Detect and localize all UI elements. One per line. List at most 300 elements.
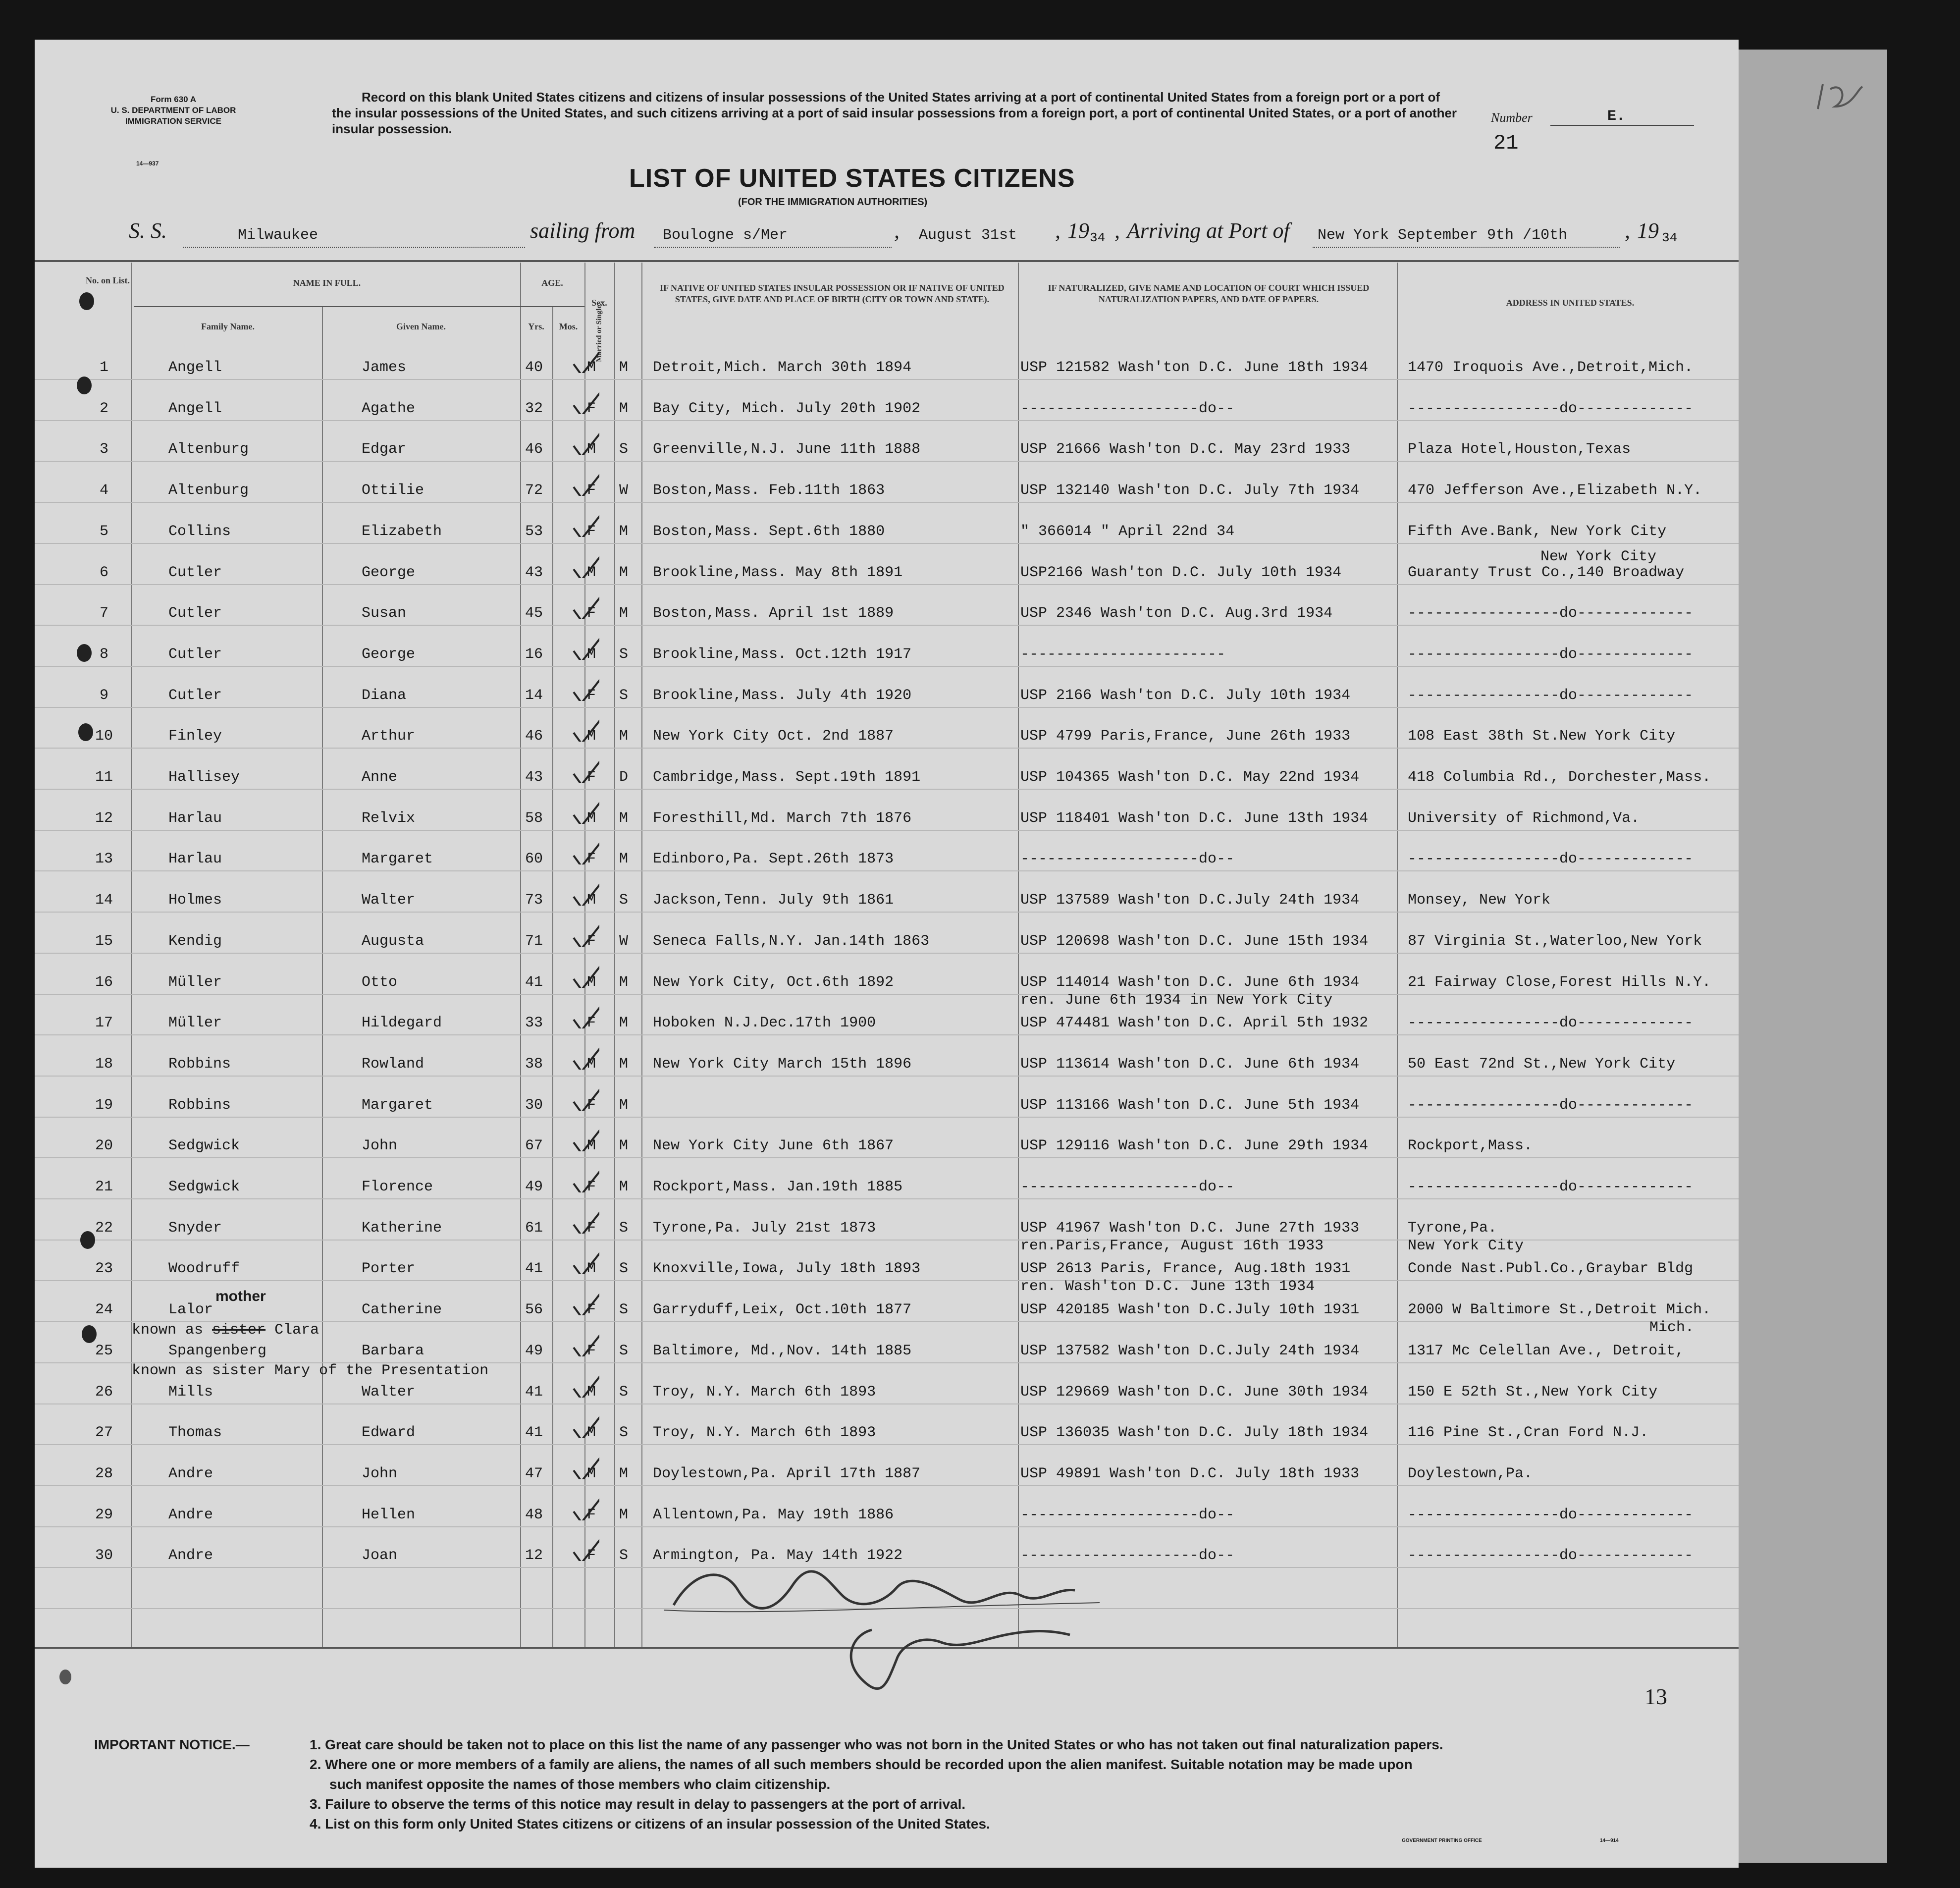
col-header-address: ADDRESS IN UNITED STATES. [1506, 298, 1635, 308]
cell-addr: -----------------do------------- [1408, 1179, 1694, 1195]
notice-item-2-cont: such manifest opposite the names of those members who claim citizenship. [329, 1777, 831, 1792]
service: IMMIGRATION SERVICE [125, 116, 221, 126]
cell-family: Kendig [168, 932, 222, 950]
cell-ms: S [619, 1301, 629, 1319]
ruled-line [35, 1403, 1739, 1404]
ruled-line [35, 420, 1739, 421]
cell-addr: Rockport,Mass. [1408, 1137, 1533, 1155]
cell-nat: USP 118401 Wash'ton D.C. June 13th 1934 [1020, 809, 1369, 827]
check-mark-icon [570, 923, 599, 947]
check-mark-icon [570, 595, 599, 619]
col-header-family: Family Name. [201, 322, 255, 331]
cell-given: Walter [362, 892, 416, 909]
col-header-no: No. on List. [85, 275, 130, 285]
cell-sex: M [587, 1383, 596, 1401]
cell-birth: Hoboken N.J.Dec.17th 1900 [653, 1015, 876, 1032]
cell-sex: F [587, 769, 596, 786]
cell-sex: M [587, 359, 596, 376]
cell-age: 47 [525, 1465, 543, 1482]
instructions: Record on this blank United States citizens and citizens of insular possessions of the United States arriving at a port of continental United States from a foreign port or a port of the insular possessions of the United States, and such citizens arriving at a port of said insular possessions from a foreign port, a port of continental United States, or a port of another insular possession. [332, 90, 1457, 136]
cell-nat: USP2166 Wash'ton D.C. July 10th 1934 [1020, 564, 1342, 581]
punch-hole [79, 292, 94, 310]
cell-no: 21 [95, 1179, 113, 1195]
cell-given: George [362, 646, 416, 663]
ship-name: Milwaukee [238, 227, 318, 244]
cell-ms: M [619, 728, 629, 745]
cell-nat: USP 2166 Wash'ton D.C. July 10th 1934 [1020, 687, 1351, 704]
ruled-line [35, 994, 1739, 995]
cell-nat: --------------------do-- [1020, 400, 1235, 417]
col-divider [131, 263, 132, 1647]
cell-birth: Armington, Pa. May 14th 1922 [653, 1547, 903, 1564]
cell-birth: New York City, Oct.6th 1892 [653, 973, 894, 991]
cell-sex: F [587, 932, 596, 950]
cell-ms: M [619, 605, 629, 622]
punch-hole [80, 1231, 95, 1249]
cell-family: Finley [168, 728, 222, 745]
note-prefix: known as [132, 1322, 204, 1339]
cell-nat2: ren.Paris,France, August 16th 1933 [1020, 1237, 1324, 1254]
cell-age: 71 [525, 932, 543, 950]
print-code: 14—937 [136, 160, 159, 167]
arrival-port: New York September 9th /10th [1318, 227, 1568, 244]
cell-ms: M [619, 1096, 629, 1114]
ss-label: S. S. [129, 218, 167, 243]
cell-addr_above: New York City [1540, 548, 1657, 565]
cell-addr: Fifth Ave.Bank, New York City [1408, 523, 1667, 540]
lalor-note: known as sister Mary of the Presentation [132, 1362, 489, 1379]
cell-ms: D [619, 769, 629, 786]
note-struck: sister [212, 1322, 266, 1339]
cell-given: Florence [362, 1179, 433, 1195]
cell-given: Hildegard [362, 1015, 442, 1032]
cell-age: 67 [525, 1137, 543, 1155]
cell-nat: USP 120698 Wash'ton D.C. June 15th 1934 [1020, 932, 1369, 950]
cell-no: 7 [99, 605, 108, 622]
cell-addr: 21 Fairway Close,Forest Hills N.Y. [1408, 973, 1711, 991]
cell-ms: S [619, 1383, 629, 1401]
ruled-line [35, 543, 1739, 544]
cell-addr: 1470 Iroquois Ave.,Detroit,Mich. [1408, 359, 1694, 376]
comma-3: , [1114, 218, 1120, 243]
cell-given: Margaret [362, 1096, 433, 1114]
cell-addr: 2000 W Baltimore St.,Detroit Mich. [1408, 1301, 1711, 1319]
col-header-given: Given Name. [396, 322, 446, 331]
check-mark-icon [570, 1456, 599, 1479]
cell-no: 6 [99, 564, 108, 581]
punch-hole [77, 377, 92, 394]
cell-age: 73 [525, 892, 543, 909]
name-header-rule [134, 306, 584, 307]
cell-family: Robbins [168, 1096, 231, 1114]
cell-no: 27 [95, 1424, 113, 1442]
col-divider [520, 263, 521, 1647]
cell-birth: Cambridge,Mass. Sept.19th 1891 [653, 769, 921, 786]
cell-family: Collins [168, 523, 231, 540]
cell-addr: -----------------do------------- [1408, 851, 1694, 868]
col-divider [614, 263, 615, 1647]
cell-no: 15 [95, 932, 113, 950]
cell-addr2: Mich. [1649, 1319, 1695, 1337]
cell-sex: M [587, 973, 596, 991]
cell-age: 41 [525, 1260, 543, 1278]
cell-given: Otto [362, 973, 398, 991]
cell-birth: New York City March 15th 1896 [653, 1055, 912, 1073]
cell-family: Angell [168, 400, 222, 417]
cell-nat: USP 49891 Wash'ton D.C. July 18th 1933 [1020, 1465, 1360, 1482]
cell-birth: Seneca Falls,N.Y. Jan.14th 1863 [653, 932, 930, 950]
cell-birth: New York City June 6th 1867 [653, 1137, 894, 1155]
cell-age: 43 [525, 769, 543, 786]
cell-given: Anne [362, 769, 398, 786]
tab-scribble [1813, 79, 1872, 119]
ruled-line [35, 1485, 1739, 1486]
cell-no: 26 [95, 1383, 113, 1401]
cell-ms: M [619, 1015, 629, 1032]
comma-1: , [894, 218, 900, 243]
check-mark-icon [570, 1333, 599, 1356]
cell-ms: S [619, 1260, 629, 1278]
number-label: Number [1491, 110, 1533, 125]
port-underline [1313, 247, 1620, 248]
year2-prefix: 19 [1637, 218, 1659, 243]
cell-given: Agathe [362, 400, 416, 417]
cell-ms: S [619, 687, 629, 704]
table-top-rule [35, 260, 1739, 262]
form-id-block [99, 94, 248, 127]
woodruff-insert: mother [215, 1288, 266, 1304]
cell-no: 23 [95, 1260, 113, 1278]
cell-nat: USP 2613 Paris, France, Aug.18th 1931 [1020, 1260, 1351, 1278]
cell-ms: M [619, 564, 629, 581]
cell-given: Diana [362, 687, 407, 704]
ruled-line [35, 1117, 1739, 1118]
cell-birth: Garryduff,Leix, Oct.10th 1877 [653, 1301, 912, 1319]
cell-given: John [362, 1137, 398, 1155]
cell-birth: Jackson,Tenn. July 9th 1861 [653, 892, 894, 909]
cell-nat: --------------------do-- [1020, 851, 1235, 868]
cell-ms: S [619, 1547, 629, 1564]
cell-no: 29 [95, 1506, 113, 1523]
cell-sex: F [587, 1301, 596, 1319]
cell-sex: M [587, 892, 596, 909]
col-header-name: NAME IN FULL. [293, 278, 361, 288]
cell-addr: 87 Virginia St.,Waterloo,New York [1408, 932, 1702, 950]
cell-addr: -----------------do------------- [1408, 1547, 1694, 1564]
cell-family: Hallisey [168, 769, 240, 786]
cell-nat: USP 2346 Wash'ton D.C. Aug.3rd 1934 [1020, 605, 1333, 622]
cell-age: 14 [525, 687, 543, 704]
cell-ms: M [619, 973, 629, 991]
cell-family: Snyder [168, 1219, 222, 1237]
cell-nat: USP 136035 Wash'ton D.C. July 18th 1934 [1020, 1424, 1369, 1442]
cell-nat: USP 104365 Wash'ton D.C. May 22nd 1934 [1020, 769, 1360, 786]
col-divider [1397, 263, 1398, 1647]
woodruff-note [132, 1322, 319, 1339]
sailing-date: August 31st [919, 227, 1017, 244]
cell-family: Cutler [168, 605, 222, 622]
cell-sex: M [587, 1055, 596, 1073]
check-mark-icon [570, 1250, 599, 1274]
punch-hole [82, 1325, 97, 1343]
cell-ms: M [619, 523, 629, 540]
cell-sex: F [587, 1015, 596, 1032]
cell-ms: S [619, 1342, 629, 1359]
cell-age: 32 [525, 400, 543, 417]
cell-birth: Edinboro,Pa. Sept.26th 1873 [653, 851, 894, 868]
check-mark-icon [570, 882, 599, 906]
ruled-line [35, 1034, 1739, 1035]
cell-nat: USP 420185 Wash'ton D.C.July 10th 1931 [1020, 1301, 1360, 1319]
cell-no: 24 [95, 1301, 113, 1319]
cell-age: 56 [525, 1301, 543, 1319]
cell-addr: Guaranty Trust Co.,140 Broadway [1408, 564, 1685, 581]
cell-given: Edward [362, 1424, 416, 1442]
cell-sex: M [587, 441, 596, 458]
cell-addr2: New York City [1408, 1237, 1524, 1254]
cell-birth: Allentown,Pa. May 19th 1886 [653, 1506, 894, 1523]
ruled-line [35, 1444, 1739, 1445]
cell-no: 22 [95, 1219, 113, 1237]
cell-nat: USP 113166 Wash'ton D.C. June 5th 1934 [1020, 1096, 1360, 1114]
cell-sex: F [587, 1179, 596, 1195]
cell-sex: M [587, 728, 596, 745]
check-mark-icon [570, 800, 599, 824]
check-mark-icon [570, 1292, 599, 1315]
cell-age: 48 [525, 1506, 543, 1523]
cell-family: Woodruff [168, 1260, 240, 1278]
cell-no: 18 [95, 1055, 113, 1073]
cell-sex: M [587, 1424, 596, 1442]
cell-no: 11 [95, 769, 113, 786]
cell-nat: USP 41967 Wash'ton D.C. June 27th 1933 [1020, 1219, 1360, 1237]
cell-addr: -----------------do------------- [1408, 1015, 1694, 1032]
cell-nat: USP 137589 Wash'ton D.C.July 24th 1934 [1020, 892, 1360, 909]
cell-family: Altenburg [168, 441, 249, 458]
cell-birth: Boston,Mass. April 1st 1889 [653, 605, 894, 622]
cell-family: Müller [168, 1015, 222, 1032]
cell-family: Angell [168, 359, 222, 376]
cell-family: Mills [168, 1383, 213, 1401]
check-mark-icon [570, 718, 599, 742]
check-mark-icon [570, 759, 599, 783]
cell-nat: USP 4799 Paris,France, June 26th 1933 [1020, 728, 1351, 745]
cell-nat: " 366014 " April 22nd 34 [1020, 523, 1235, 540]
cell-addr: -----------------do------------- [1408, 1506, 1694, 1523]
cell-given: Joan [362, 1547, 398, 1564]
punch-hole [78, 723, 93, 741]
cell-nat: USP 21666 Wash'ton D.C. May 23rd 1933 [1020, 441, 1351, 458]
cell-no: 28 [95, 1465, 113, 1482]
check-mark-icon [570, 349, 599, 373]
cell-sex: M [587, 809, 596, 827]
gpo-code: 14—914 [1600, 1838, 1619, 1843]
cell-age: 61 [525, 1219, 543, 1237]
cell-age: 33 [525, 1015, 543, 1032]
officer-signatures [664, 1561, 1110, 1709]
cell-ms: W [619, 932, 629, 950]
cell-given: Relvix [362, 809, 416, 827]
notice-heading: IMPORTANT NOTICE.— [94, 1737, 250, 1752]
cell-birth: Greenville,N.J. June 11th 1888 [653, 441, 921, 458]
cell-birth: Brookline,Mass. May 8th 1891 [653, 564, 903, 581]
cell-ms: M [619, 1179, 629, 1195]
cell-sex: F [587, 605, 596, 622]
cell-addr: University of Richmond,Va. [1408, 809, 1640, 827]
ruled-line [35, 461, 1739, 462]
cell-nat: --------------------do-- [1020, 1179, 1235, 1195]
form-number: Form 630 A [151, 95, 196, 104]
cell-nat: USP 137582 Wash'ton D.C.July 24th 1934 [1020, 1342, 1360, 1359]
cell-addr: Tyrone,Pa. [1408, 1219, 1497, 1237]
cell-sex: M [587, 1260, 596, 1278]
cell-no: 13 [95, 851, 113, 868]
cell-age: 58 [525, 809, 543, 827]
list-number: 21 [1493, 131, 1519, 155]
cell-age: 46 [525, 728, 543, 745]
cell-birth: Detroit,Mich. March 30th 1894 [653, 359, 912, 376]
port-of-departure: Boulogne s/Mer [663, 227, 788, 244]
check-mark-icon [570, 636, 599, 660]
gpo-label: GOVERNMENT PRINTING OFFICE [1402, 1838, 1482, 1843]
cell-addr: -----------------do------------- [1408, 646, 1694, 663]
cell-given: Arthur [362, 728, 416, 745]
check-mark-icon [570, 964, 599, 988]
cell-family: Holmes [168, 892, 222, 909]
cell-birth: Baltimore, Md.,Nov. 14th 1885 [653, 1342, 912, 1359]
cell-ms: M [619, 400, 629, 417]
cell-given: Catherine [362, 1301, 442, 1319]
col-header-age: AGE. [541, 278, 563, 288]
cell-family: Andre [168, 1547, 213, 1564]
ruled-line [35, 379, 1739, 380]
cell-birth: Troy, N.Y. March 6th 1893 [653, 1424, 876, 1442]
col-divider [322, 307, 323, 1647]
cell-age: 53 [525, 523, 543, 540]
cell-nat: ----------------------- [1020, 646, 1226, 663]
cell-ms: M [619, 1506, 629, 1523]
cell-age: 43 [525, 564, 543, 581]
col-header-mos: Mos. [559, 322, 578, 331]
form-title: LIST OF UNITED STATES CITIZENS [629, 164, 1075, 193]
col-divider [641, 263, 642, 1647]
cell-birth: Brookline,Mass. Oct.12th 1917 [653, 646, 912, 663]
cell-family: Andre [168, 1465, 213, 1482]
notice-item-4: 4. List on this form only United States citizens or citizens of an insular possession of the United States. [310, 1816, 990, 1832]
col-divider [584, 263, 585, 1647]
cell-age: 40 [525, 359, 543, 376]
cell-given: Margaret [362, 851, 433, 868]
cell-addr: -----------------do------------- [1408, 400, 1694, 417]
cell-addr: Conde Nast.Publ.Co.,Graybar Bldg [1408, 1260, 1694, 1278]
cell-addr: -----------------do------------- [1408, 1096, 1694, 1114]
cell-no: 8 [99, 646, 108, 663]
cell-family: Robbins [168, 1055, 231, 1073]
cell-birth: Bay City, Mich. July 20th 1902 [653, 400, 921, 417]
cell-given: James [362, 359, 407, 376]
cell-age: 49 [525, 1342, 543, 1359]
cell-addr: -----------------do------------- [1408, 687, 1694, 704]
check-mark-icon [570, 1046, 599, 1070]
check-mark-icon [570, 841, 599, 864]
cell-no: 16 [95, 973, 113, 991]
check-mark-icon [570, 472, 599, 496]
check-mark-icon [570, 1128, 599, 1151]
cell-ms: S [619, 892, 629, 909]
binding-tab [1739, 50, 1887, 1863]
cell-no: 17 [95, 1015, 113, 1032]
year-prefix: 19 [1067, 218, 1089, 243]
comma-4: , [1625, 218, 1630, 243]
cell-given: Ottilie [362, 482, 424, 499]
cell-birth: Rockport,Mass. Jan.19th 1885 [653, 1179, 903, 1195]
cell-nat: USP 121582 Wash'ton D.C. June 18th 1934 [1020, 359, 1369, 376]
cell-no: 19 [95, 1096, 113, 1114]
cell-sex: F [587, 1506, 596, 1523]
cell-no: 2 [99, 400, 108, 417]
check-mark-icon [570, 1087, 599, 1111]
cell-given: Elizabeth [362, 523, 442, 540]
cell-no: 25 [95, 1342, 113, 1359]
cell-family: Lalor [168, 1301, 213, 1319]
check-mark-icon [570, 513, 599, 537]
cell-birth: Troy, N.Y. March 6th 1893 [653, 1383, 876, 1401]
ruled-line [35, 666, 1739, 667]
cell-given: Edgar [362, 441, 407, 458]
cell-birth: Knoxville,Iowa, July 18th 1893 [653, 1260, 921, 1278]
cell-family: Sedgwick [168, 1137, 240, 1155]
cell-family: Thomas [168, 1424, 222, 1442]
cell-given: Susan [362, 605, 407, 622]
cell-birth: Boston,Mass. Feb.11th 1863 [653, 482, 885, 499]
cell-given: Hellen [362, 1506, 416, 1523]
check-mark-icon [570, 1537, 599, 1561]
col-divider [552, 307, 553, 1647]
ruled-line [35, 707, 1739, 708]
cell-ms: M [619, 851, 629, 868]
cell-family: Harlau [168, 851, 222, 868]
cell-no: 3 [99, 441, 108, 458]
ship-underline [183, 247, 525, 248]
cell-nat: USP 129669 Wash'ton D.C. June 30th 1934 [1020, 1383, 1369, 1401]
cell-addr: Plaza Hotel,Houston,Texas [1408, 441, 1631, 458]
cell-nat2: ren. June 6th 1934 in New York City [1020, 991, 1333, 1009]
cell-ms: M [619, 1055, 629, 1073]
ruled-line [35, 830, 1739, 831]
cell-addr: 1317 Mc Celellan Ave., Detroit, [1408, 1342, 1685, 1359]
ruled-line [35, 584, 1739, 585]
ruled-line [35, 1157, 1739, 1158]
cell-no: 9 [99, 687, 108, 704]
cell-ms: S [619, 646, 629, 663]
cell-birth: Tyrone,Pa. July 21st 1873 [653, 1219, 876, 1237]
punch-hole [59, 1670, 71, 1684]
cell-addr: 150 E 52th St.,New York City [1408, 1383, 1658, 1401]
cell-age: 41 [525, 1383, 543, 1401]
cell-ms: W [619, 482, 629, 499]
cell-given: Walter [362, 1383, 416, 1401]
cell-no: 10 [95, 728, 113, 745]
cell-sex: M [587, 646, 596, 663]
ruled-line [35, 502, 1739, 503]
cell-nat: USP 474481 Wash'ton D.C. April 5th 1932 [1020, 1015, 1369, 1032]
cell-sex: M [587, 1137, 596, 1155]
cell-ms: S [619, 441, 629, 458]
cell-birth: Foresthill,Md. March 7th 1876 [653, 809, 912, 827]
cell-nat: USP 113614 Wash'ton D.C. June 6th 1934 [1020, 1055, 1360, 1073]
cell-sex: F [587, 523, 596, 540]
ruled-line [35, 625, 1739, 626]
